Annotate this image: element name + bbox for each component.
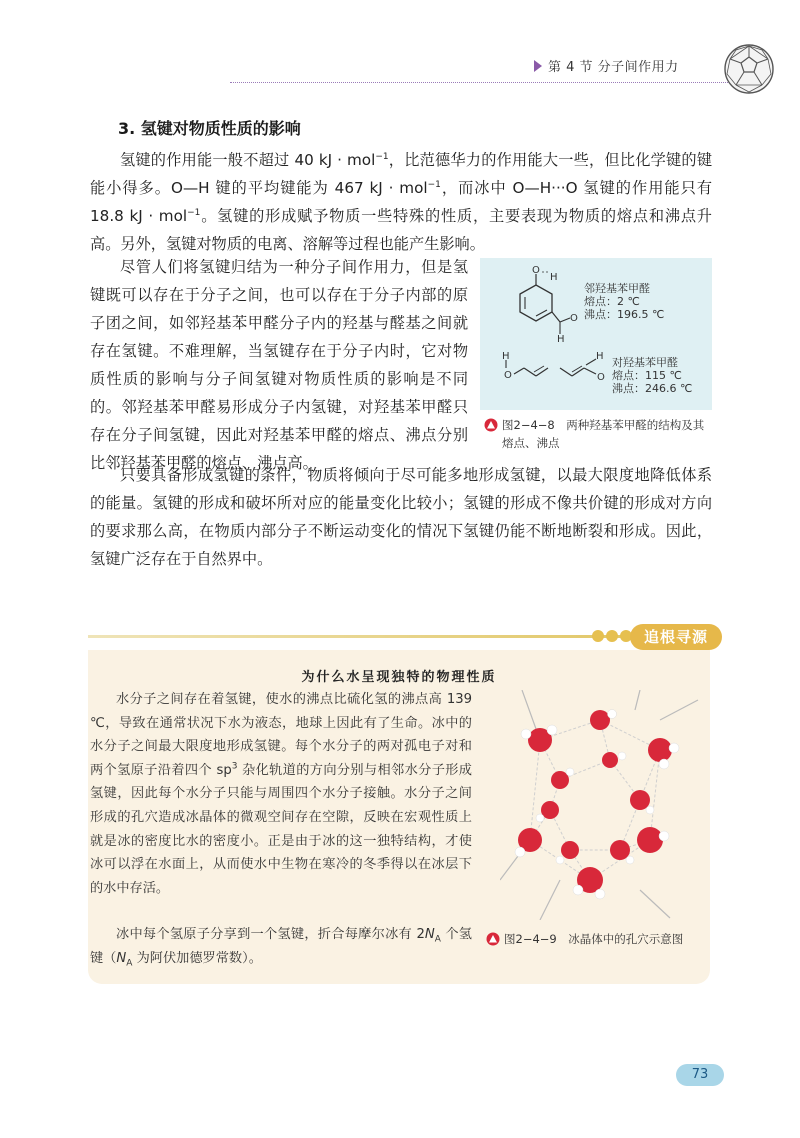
chapter-section-label: 第 4 节 分子间作用力 (548, 60, 679, 75)
atom-h: H (557, 334, 565, 342)
caption-triangle-icon (484, 418, 498, 432)
para-hydroxybenzaldehyde-structure (498, 350, 610, 390)
atom-o: O (532, 265, 540, 276)
ortho-hydroxybenzaldehyde-structure (490, 264, 582, 342)
atom-o: O (570, 313, 578, 324)
paragraph-intramolecular-bond: 尽管人们将氢键归结为一种分子间作用力，但是氢键既可以存在于分子之间，也可以存在于分子内部的原子团之间，如邻羟基苯甲醛分子内的羟基与醛基之间就存在氢键。不难理解，当氢键存在于分子内时，它对物质性质的影响与分子间氢键对物质性质的影响是不同的。邻羟基苯甲醛易形成分子内氢键，对羟基苯甲醛只存在分子间氢键，因此对羟基苯甲醛的熔点、沸点分别比邻羟基苯甲醛的熔点、沸点高。 (90, 258, 468, 472)
ice-crystal-structure-image (500, 690, 700, 920)
box-top-rule (88, 635, 628, 638)
figure-2-4-8-caption: 图2−4−8 两种羟基苯甲醛的结构及其 熔点、沸点 (484, 416, 714, 452)
decor-dot-icon (606, 630, 618, 642)
box-title: 为什么水呈现独特的物理性质 (301, 670, 497, 685)
atom-o: O (504, 370, 512, 381)
atom-h: H (596, 351, 604, 362)
ortho-boiling-point: 沸点：196.5 ℃ (584, 308, 665, 321)
decor-dot-icon (592, 630, 604, 642)
atom-h: H (502, 351, 510, 362)
header-arrow-icon (534, 60, 542, 72)
box-tag-label: 追根寻源 (630, 624, 722, 650)
figure-2-4-9-caption: 图2−4−9 冰晶体中的孔穴示意图 (486, 930, 706, 948)
ortho-melting-point: 熔点：2 ℃ (584, 295, 640, 308)
caption-triangle-icon (486, 932, 500, 946)
ortho-name: 邻羟基苯甲醛 (584, 282, 650, 295)
figure-hydroxybenzaldehyde (480, 258, 712, 410)
atom-o: O (597, 372, 605, 383)
paragraph-hydrogen-bond-nature: 只要具备形成氢键的条件，物质将倾向于尽可能多地形成氢键，以最大限度地降低体系的能量。氢键的形成和破坏所对应的能量变化比较小；氢键的形成不像共价键的形成对方向的要求那么高，在物质内部分子不断运动变化的情况下氢键仍能不断地断裂和形成。因此，氢键广泛存在于自然界中。 (90, 466, 712, 568)
box-paragraph-water: 水分子之间存在着氢键，使水的沸点比硫化氢的沸点高 139 ℃，导致在通常状况下水为液态，地球上因此有了生命。冰中的水分子之间最大限度地形成氢键。每个水分子的两对孤电子对和两个氢原子沿着四个 $sp^3$ 杂化轨道的方向分别与相邻水分子形成氢键，因此每个水分子只能与周围四个水分子接触。水分子之间形成的孔穴造成冰晶体的微观空间存在空隙，反映在宏观性质上就是冰的密度比水的密度小。正是由于冰的这一独特结构，才使冰可以浮在水面上，从而使水中生物在寒冷的冬季得以在冰层下的水中存活。 (90, 692, 472, 896)
page-number: 73 (676, 1064, 724, 1086)
box-paragraph-ice-bonds: 冰中每个氢原子分享到一个氢键，折合每摩尔冰有 $2N_A$ 个氢键（$N_A$ 为阿伏加德罗常数）。 (90, 927, 472, 969)
para-name: 对羟基苯甲醛 (612, 356, 678, 369)
para-boiling-point: 沸点：246.6 ℃ (612, 382, 693, 395)
header-rule (230, 82, 730, 83)
fullerene-ball-icon (722, 42, 776, 96)
paragraph-hydrogen-bond-energy: 氢键的作用能一般不超过 40 kJ · mol$^{-1}$，比范德华力的作用能大一些，但比化学键的键能小得多。O—H 键的平均键能为 467 kJ · mol$^{-1}$，而冰中 O—H···O 氢键的作用能只有 18.8 kJ · mol$^{-1}$。氢键的形成赋予物质一些特殊的性质，主要表现为物质的熔点和沸点升高。另外，氢键对物质的电离、溶解等过程也能产生影响。 (90, 151, 713, 253)
para-melting-point: 熔点：115 ℃ (612, 369, 682, 382)
section-heading: 3. 氢键对物质性质的影响 (118, 119, 301, 138)
atom-h: H (550, 272, 558, 283)
